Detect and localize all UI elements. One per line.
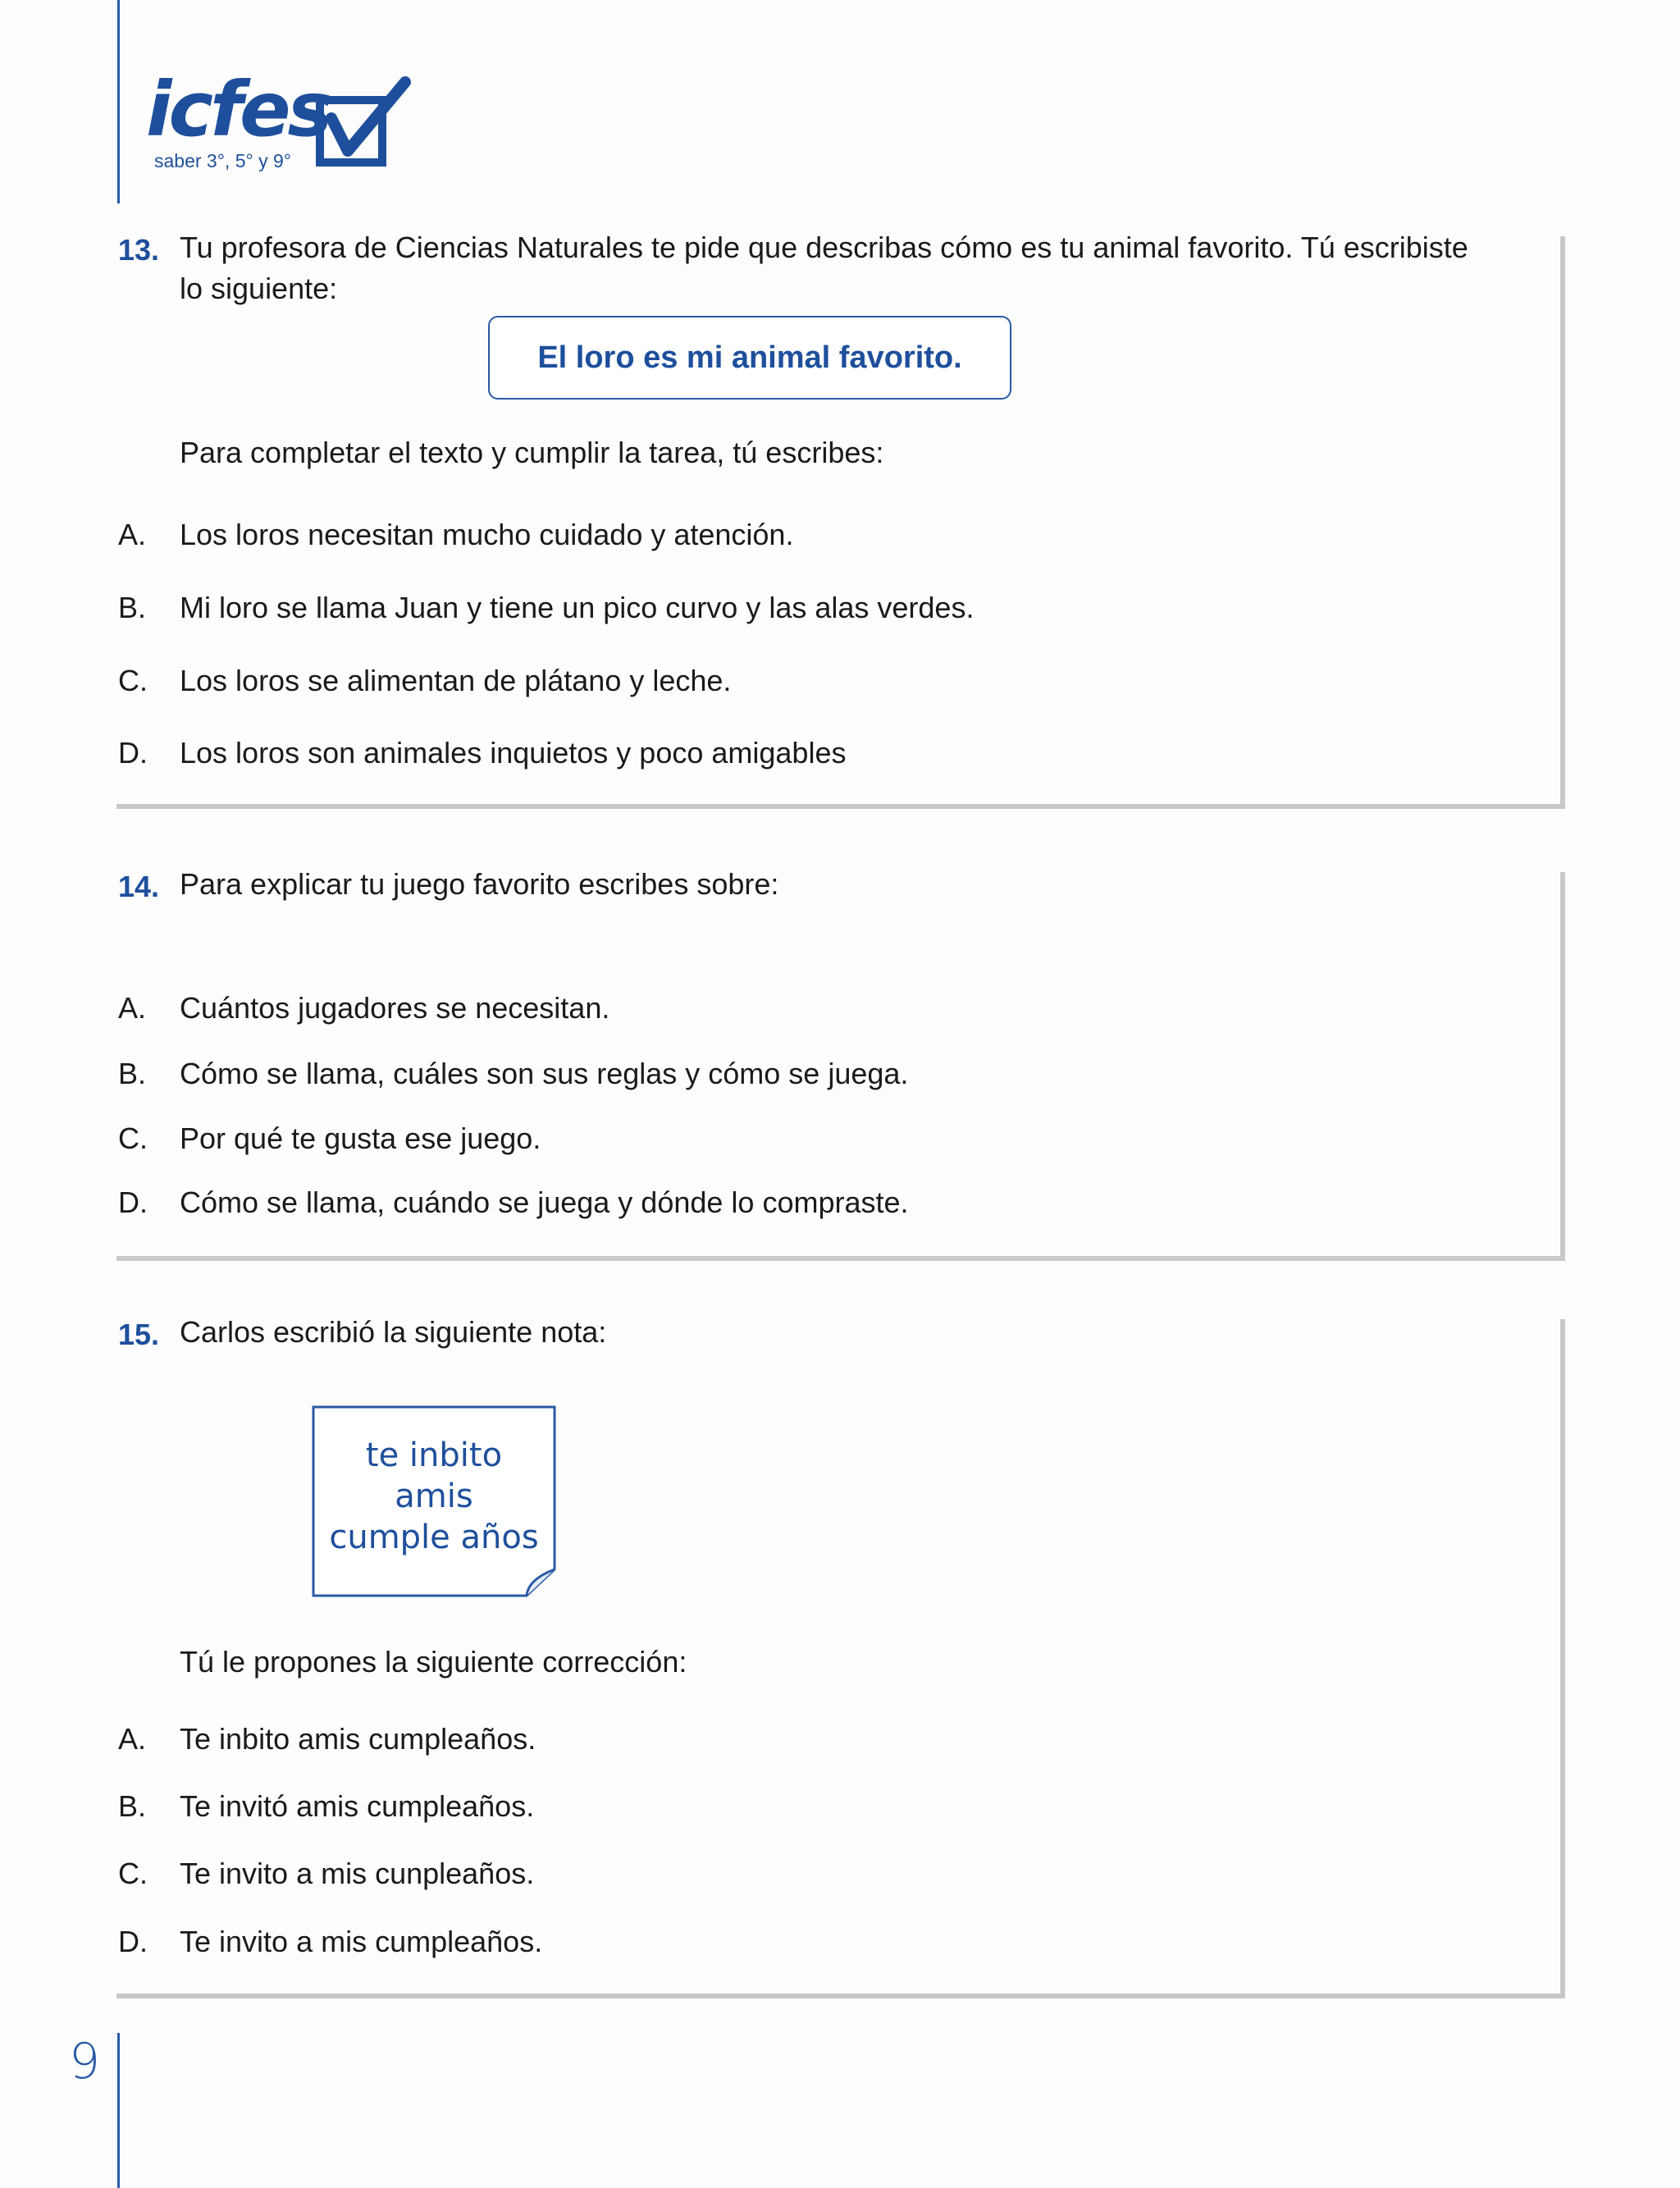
q13-option-b-letter[interactable]: B.: [118, 591, 147, 624]
q13-option-c-letter[interactable]: C.: [118, 664, 148, 697]
q15-option-d-letter[interactable]: D.: [118, 1925, 148, 1958]
q14-option-a-letter[interactable]: A.: [118, 991, 147, 1025]
q14-option-c-text[interactable]: Por qué te gusta ese juego.: [180, 1121, 541, 1155]
question-13-number: 13.: [118, 233, 160, 267]
q13-option-a-text[interactable]: Los loros necesitan mucho cuidado y atención.: [180, 518, 794, 551]
q14-option-b-text[interactable]: Cómo se llama, cuáles son sus reglas y cómo se juega.: [180, 1057, 909, 1090]
note-line-2: amis: [395, 1478, 473, 1515]
handwritten-note: [312, 1405, 556, 1597]
question-13-follow-up: Para completar el texto y cumplir la tarea, tú escribes:: [180, 436, 884, 469]
q13-option-c-text[interactable]: Los loros se alimentan de plátano y leche.: [180, 664, 732, 697]
logo-subtitle: saber 3°, 5° y 9°: [154, 150, 291, 171]
question-13-prompt-line1: Tu profesora de Ciencias Naturales te pide que describas cómo es tu animal favorito. Tú escribiste: [180, 231, 1468, 264]
q15-option-d-text[interactable]: Te invito a mis cumpleaños.: [180, 1925, 543, 1958]
q14-option-c-letter[interactable]: C.: [118, 1121, 148, 1155]
header-vertical-rule: [117, 0, 120, 203]
q13-option-b-text[interactable]: Mi loro se llama Juan y tiene un pico curvo y las alas verdes.: [180, 591, 975, 624]
footer-vertical-rule: [117, 2033, 120, 2188]
q15-option-a-text[interactable]: Te inbito amis cumpleaños.: [180, 1722, 536, 1756]
question-13-prompt: [180, 227, 1525, 309]
question-15-prompt: Carlos escribió la siguiente nota:: [180, 1315, 607, 1349]
question-15-number: 15.: [118, 1318, 160, 1351]
note-line-1: te inbito: [365, 1437, 503, 1474]
q14-option-d-text[interactable]: Cómo se llama, cuándo se juega y dónde lo compraste.: [180, 1185, 909, 1219]
q15-option-a-letter[interactable]: A.: [118, 1722, 147, 1756]
q14-option-b-letter[interactable]: B.: [118, 1057, 147, 1090]
logo-wordmark: icfes: [146, 66, 330, 153]
q15-option-c-text[interactable]: Te invito a mis cunpleaños.: [180, 1857, 535, 1890]
question-13-highlight-box: El loro es mi animal favorito.: [488, 316, 1011, 400]
q15-option-b-letter[interactable]: B.: [118, 1789, 147, 1823]
q13-option-a-letter[interactable]: A.: [118, 518, 147, 551]
q15-option-b-text[interactable]: Te invitó amis cumpleaños.: [180, 1789, 535, 1823]
checkbox-check-icon: [315, 75, 413, 171]
question-14-number: 14.: [118, 870, 160, 903]
q14-option-a-text[interactable]: Cuántos jugadores se necesitan.: [180, 991, 610, 1025]
page-number: 9: [69, 2033, 101, 2090]
q14-option-d-letter[interactable]: D.: [118, 1185, 148, 1219]
q13-option-d-text[interactable]: Los loros son animales inquietos y poco amigables: [180, 736, 847, 770]
question-14-prompt: Para explicar tu juego favorito escribes sobre:: [180, 867, 779, 901]
question-13-prompt-line2: lo siguiente:: [180, 272, 338, 305]
q15-option-c-letter[interactable]: C.: [118, 1857, 148, 1890]
question-15-follow-up: Tú le propones la siguiente corrección:: [180, 1645, 687, 1679]
note-line-3: cumple años: [329, 1519, 539, 1556]
q13-option-d-letter[interactable]: D.: [118, 736, 148, 770]
note-text: [312, 1435, 556, 1558]
